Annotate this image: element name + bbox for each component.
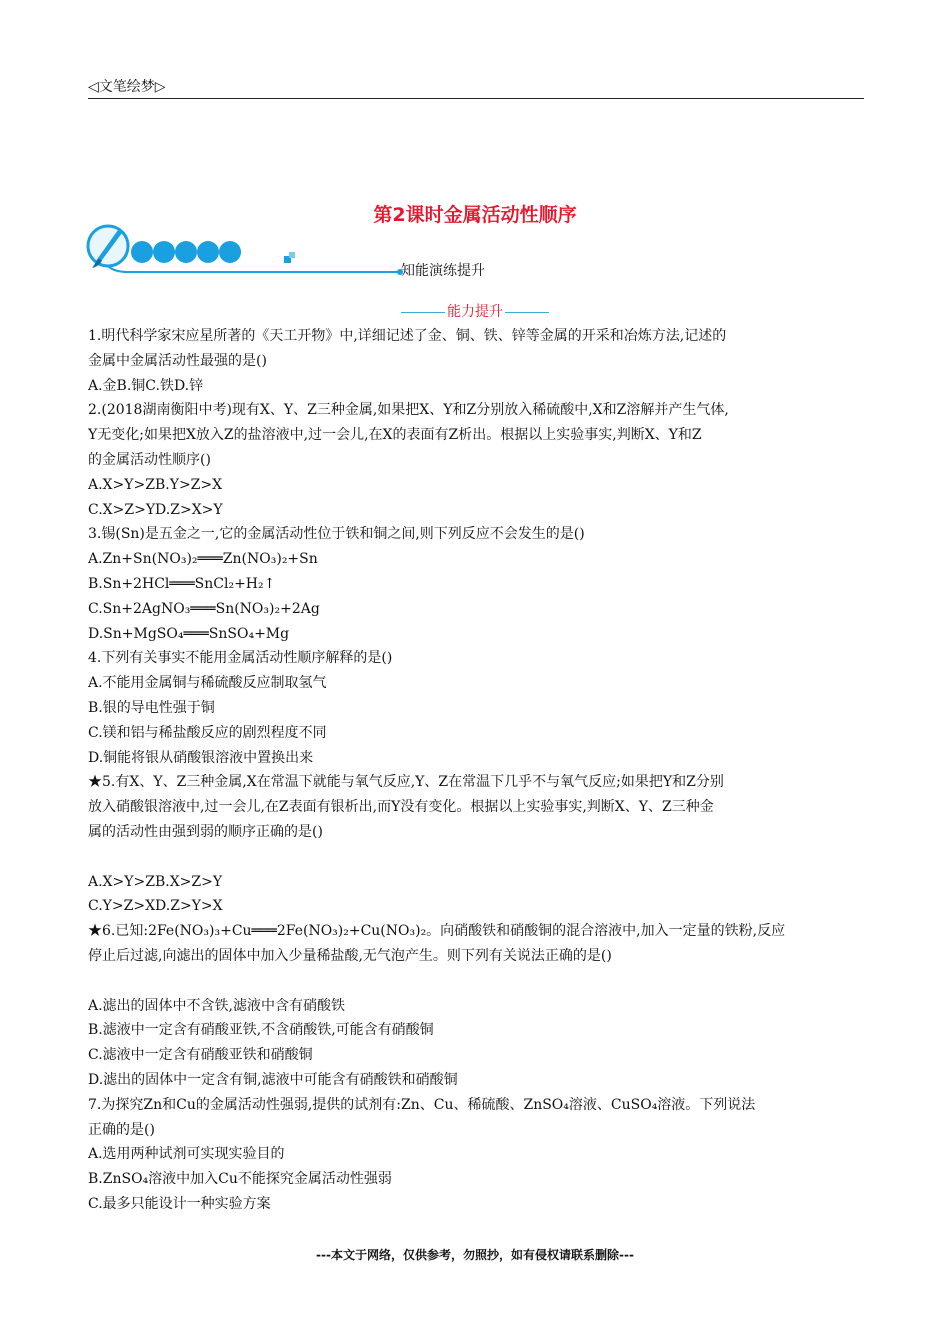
text-line: 7.为探究Zn和Cu的金属活动性强弱,提供的试剂有:Zn、Cu、稀硫酸、ZnSO₄溶液、CuSO₄溶液。下列说法 xyxy=(88,1096,756,1113)
text-line: B.银的导电性强于铜 xyxy=(88,699,215,716)
text-line: A.选用两种试剂可实现实验目的 xyxy=(88,1146,285,1163)
banner-dot xyxy=(219,241,241,263)
banner-dot xyxy=(175,241,197,263)
banner-dot xyxy=(131,241,153,263)
text-line: C.滤液中一定含有硝酸亚铁和硝酸铜 xyxy=(88,1047,313,1064)
text-line: C.最多只能设计一种实验方案 xyxy=(88,1195,271,1212)
section-heading xyxy=(0,301,950,321)
text-line: 2.(2018湖南衡阳中考)现有X、Y、Z三种金属,如果把X、Y和Z分别放入稀硫酸中,X和Z溶解并产生气体, xyxy=(88,402,729,419)
text-line: A.滤出的固体中不含铁,滤液中含有硝酸铁 xyxy=(88,997,346,1014)
text-line: C.X>Z>YD.Z>X>Y xyxy=(88,501,223,518)
section-title: 能力提升 xyxy=(447,304,503,320)
page-footer: ---本文于网络，仅供参考，勿照抄，如有侵权请联系删除--- xyxy=(316,1248,634,1262)
text-line: C.镁和铝与稀盐酸反应的剧烈程度不同 xyxy=(88,724,327,741)
text-line: A.不能用金属铜与稀硫酸反应制取氢气 xyxy=(88,675,327,692)
text-line: B.Sn+2HCl═══SnCl₂+H₂↑ xyxy=(88,575,276,592)
text-line: C.Sn+2AgNO₃═══Sn(NO₃)₂+2Ag xyxy=(88,600,320,617)
text-line xyxy=(88,845,866,870)
text-line: 3.锡(Sn)是五金之一,它的金属活动性位于铁和铜之间,则下列反应不会发生的是() xyxy=(88,526,585,543)
text-line xyxy=(88,969,866,994)
text-line: C.Y>Z>XD.Z>Y>X xyxy=(88,898,223,915)
text-line: 4.下列有关事实不能用金属活动性顺序解释的是() xyxy=(88,650,393,667)
text-line: 放入硝酸银溶液中,过一会儿,在Z表面有银析出,而Y没有变化。根据以上实验事实,判断X、Y、Z三种金 xyxy=(88,799,714,816)
text-line: A.金B.铜C.铁D.锌 xyxy=(88,377,204,394)
text-line: 1.明代科学家宋应星所著的《天工开物》中,详细记述了金、铜、铁、锌等金属的开采和冶炼方法,记述的 xyxy=(88,328,727,344)
exercise-body xyxy=(88,324,866,1217)
banner-label: 知能演练提升 xyxy=(401,263,485,279)
text-line: Y无变化;如果把X放入Z的盐溶液中,过一会儿,在X的表面有Z析出。根据以上实验事实,判断X、Y和Z xyxy=(88,427,702,444)
text-line: A.X>Y>ZB.Y>Z>X xyxy=(88,476,223,493)
brand-mark: ◁文笔绘梦▷ xyxy=(88,79,166,95)
text-line: D.滤出的固体中一定含有铜,滤液中可能含有硝酸铁和硝酸铜 xyxy=(88,1071,458,1088)
text-line: D.铜能将银从硝酸银溶液中置换出来 xyxy=(88,749,314,766)
text-line: D.Sn+MgSO₄═══SnSO₄+Mg xyxy=(88,625,290,642)
section-rule-left xyxy=(401,312,445,313)
page-header xyxy=(88,74,864,99)
text-line: 停止后过滤,向滤出的固体中加入少量稀盐酸,无气泡产生。则下列有关说法正确的是() xyxy=(88,947,612,964)
text-line: A.Zn+Sn(NO₃)₂═══Zn(NO₃)₂+Sn xyxy=(88,551,318,568)
text-line: 正确的是() xyxy=(88,1121,155,1138)
section-rule-right xyxy=(505,312,549,313)
text-line: ★5.有X、Y、Z三种金属,X在常温下就能与氧气反应,Y、Z在常温下几乎不与氧气反应;如果把Y和Z分别 xyxy=(88,774,724,791)
text-line: 属的活动性由强到弱的顺序正确的是() xyxy=(88,823,323,840)
text-line: 金属中金属活动性最强的是() xyxy=(88,352,267,369)
text-line: A.X>Y>ZB.X>Z>Y xyxy=(88,873,223,890)
page-title: 第2课时金属活动性顺序 xyxy=(373,204,577,226)
banner-dot xyxy=(197,241,219,263)
text-line: 的金属活动性顺序() xyxy=(88,451,211,468)
banner-dot xyxy=(153,241,175,263)
text-line: B.ZnSO₄溶液中加入Cu不能探究金属活动性强弱 xyxy=(88,1171,392,1188)
text-line: ★6.已知:2Fe(NO₃)₃+Cu═══2Fe(NO₃)₂+Cu(NO₃)₂。向硝酸铁和硝酸铜的混合溶液中,加入一定量的铁粉,反应 xyxy=(88,923,786,940)
text-line: B.滤液中一定含有硝酸亚铁,不含硝酸铁,可能含有硝酸铜 xyxy=(88,1022,434,1039)
